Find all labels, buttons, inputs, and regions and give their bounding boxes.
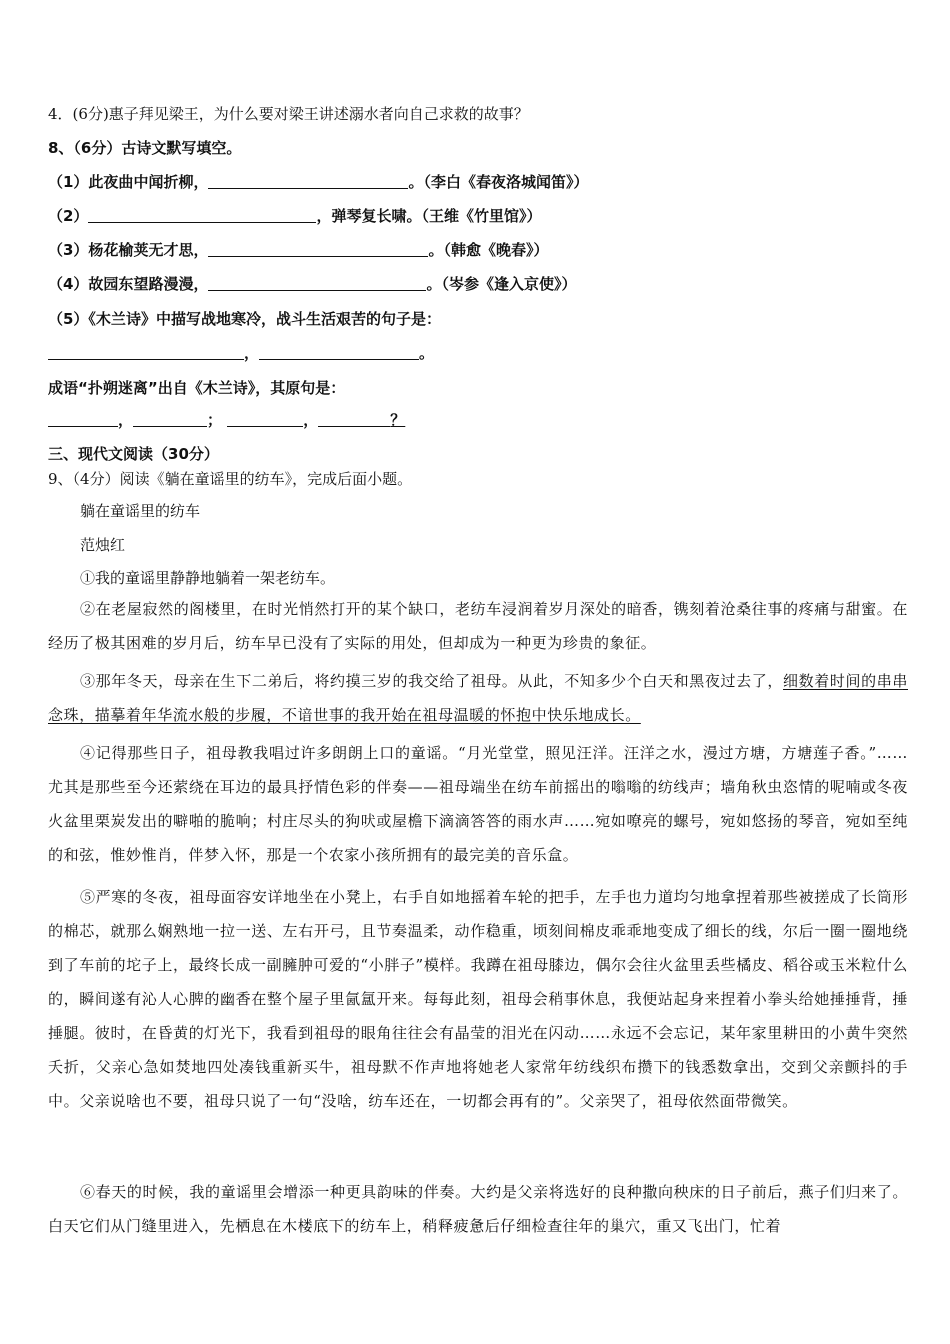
paragraph-4: ④记得那些日子，祖母教我唱过许多朗朗上口的童谣。“月光堂堂，照见汪洋。汪洋之水，漫过方塘，方塘莲子香。”……尤其是那些至今还萦绕在耳边的最具抒情色彩的伴奏——祖母端坐在纺车前摇出的嗡嗡的纺线声；墙角秋虫恣情的呢喃或冬夜火盆里栗炭发出的噼啪的脆响；村庄尽头的狗吠或屋檐下滴滴答答的雨水声……宛如嘹亮的螺号，宛如悠扬的琴音，宛如至纯的和弦，惟妙惟肖，伴梦入怀，那是一个农家小孩所拥有的最完美的音乐盒。 <box>48 744 908 864</box>
q8-item-1-pre: （1）此夜曲中闻折柳， <box>48 173 209 191</box>
q8-item-3 <box>48 239 548 260</box>
section-3-heading: 三、现代文阅读（30分） <box>48 445 219 463</box>
q8-item-2-pre: （2） <box>48 207 89 225</box>
blank-separator: ； <box>207 411 223 429</box>
q8-item-1 <box>48 171 588 192</box>
question-4: 4．(6分)惠子拜见梁王，为什么要对梁王讲述溺水者向自己求救的故事？ <box>48 105 529 123</box>
q8-item-3-pre: （3）杨花榆荚无才思， <box>48 241 209 259</box>
paragraph-3-text: ③那年冬天，母亲在生下二弟后，将约摸三岁的我交给了祖母。从此，不知多少个白天和黑夜过去了， <box>80 672 784 690</box>
answer-blank[interactable] <box>48 412 118 427</box>
paragraph-5: ⑤严寒的冬夜，祖母面容安详地坐在小凳上，右手自如地摇着车轮的把手，左手也力道均匀地拿捏着那些被搓成了长筒形的棉芯，就那么娴熟地一拉一送、左右开弓，且节奏温柔，动作稳重，顷刻间棉皮乖乖地变成了细长的线，尔后一圈一圈地绕到了车前的坨子上，最终长成一副臃肿可爱的“小胖子”模样。我蹲在祖母膝边，偶尔会往火盆里丢些橘皮、稻谷或玉米粒什么的，瞬间遂有沁人心脾的幽香在整个屋子里氤氲开来。每每此刻，祖母会稍事休息，我便站起身来捏着小拳头给她捶捶背，捶捶腿。彼时，在昏黄的灯光下，我看到祖母的眼角往往会有晶莹的泪光在闪动……永远不会忘记，某年家里耕田的小黄牛突然夭折，父亲心急如焚地四处凑钱重新买牛，祖母默不作声地将她老人家常年纺线织布攒下的钱悉数拿出，交到父亲颤抖的手中。父亲说啥也不要，祖母只说了一句“没啥，纺车还在，一切都会再有的”。父亲哭了，祖母依然面带微笑。 <box>48 888 908 1110</box>
q8-item-5: （5）《木兰诗》中描写战地寒冷，战斗生活艰苦的句子是： <box>48 310 441 328</box>
question-9: 9、（4分）阅读《躺在童谣里的纺车》，完成后面小题。 <box>48 470 413 488</box>
paragraph-6: ⑥春天的时候，我的童谣里会增添一种更具韵味的伴奏。大约是父亲将选好的良种撒向秧床的日子前后，燕子们归来了。白天它们从门缝里进入，先栖息在木楼底下的纺车上，稍释疲惫后仔细检查往年的巢穴，重又飞出门，忙着 <box>48 1183 908 1235</box>
blank-end: 。 <box>419 344 435 362</box>
answer-blank[interactable] <box>208 242 428 257</box>
q8-item-2 <box>48 205 541 226</box>
answer-blank[interactable] <box>259 345 419 360</box>
q8-item-4 <box>48 273 576 294</box>
answer-blank[interactable] <box>133 412 207 427</box>
q8-item-4-post: 。（岑参《逢入京使》） <box>426 275 577 293</box>
underlined-sentence: 细数着时间的串串念珠，描摹着年华流水般的步履，不谙世事的我开始在祖母温暖的怀抱中快乐地成长。 <box>48 672 908 724</box>
q8-item-4-pre: （4）故园东望路漫漫， <box>48 275 209 293</box>
q8-item-5-blanks <box>48 342 434 363</box>
article-author: 范烛红 <box>80 536 126 554</box>
answer-blank[interactable] <box>208 174 408 189</box>
question-8-title: 8、（6分）古诗文默写填空。 <box>48 139 242 157</box>
answer-blank[interactable] <box>318 412 390 427</box>
blank-separator: ， <box>244 344 260 362</box>
q8-idiom: 成语“扑朔迷离”出自《木兰诗》，其原句是： <box>48 379 346 397</box>
paragraph-1: ①我的童谣里静静地躺着一架老纺车。 <box>80 569 336 587</box>
answer-blank[interactable] <box>88 208 316 223</box>
paragraph-3 <box>48 664 908 732</box>
q8-item-3-post: 。（韩愈《晚春》） <box>428 241 549 259</box>
q8-item-1-post: 。（李白《春夜洛城闻笛》） <box>408 173 589 191</box>
article-title: 躺在童谣里的纺车 <box>80 502 201 520</box>
blank-separator: ， <box>303 411 319 429</box>
q8-idiom-blanks <box>48 409 405 430</box>
answer-blank[interactable] <box>48 345 244 360</box>
answer-blank[interactable] <box>227 412 303 427</box>
answer-blank[interactable] <box>208 276 426 291</box>
blank-end: ？ <box>390 411 406 429</box>
blank-separator: ， <box>118 411 134 429</box>
paragraph-2: ②在老屋寂然的阁楼里，在时光悄然打开的某个缺口，老纺车浸润着岁月深处的暗香，镌刻着沧桑往事的疼痛与甜蜜。在经历了极其困难的岁月后，纺车早已没有了实际的用处，但却成为一种更为珍贵的象征。 <box>48 600 908 652</box>
q8-item-2-post: ，弹琴复长啸。（王维《竹里馆》） <box>316 207 542 225</box>
